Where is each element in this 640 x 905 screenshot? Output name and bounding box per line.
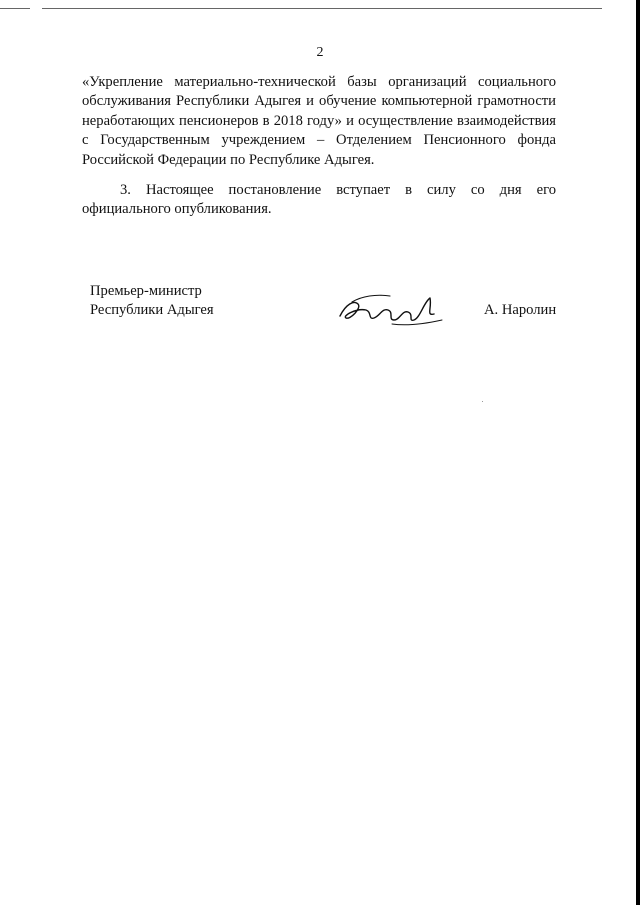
paragraph-line: с Государственным учреждением – Отделением Пенсионного фонда (82, 132, 556, 149)
signatory-position (90, 282, 214, 321)
paragraph-line: «Укрепление материально-технической базы организаций социального (82, 74, 556, 90)
scan-border-top-left (0, 8, 30, 9)
paragraph-line: неработающих пенсионеров в 2018 году» и осуществление взаимодействия (82, 112, 556, 129)
paragraph-program-description (82, 73, 556, 170)
handwritten-signature (332, 290, 452, 330)
signatory-name: А. Наролин (484, 302, 557, 318)
scan-border-top (42, 8, 602, 9)
scan-border-right (636, 0, 640, 905)
paragraph-line: Российской Федерации по Республике Адыгея. (82, 151, 375, 168)
page-number: 2 (316, 45, 324, 60)
scan-speck (482, 401, 483, 402)
paragraph-line: 3. Настоящее постановление вступает в силу со дня его (120, 182, 556, 198)
paragraph-effective-date (82, 181, 556, 220)
signatory-organization: Республики Адыгея (90, 302, 214, 319)
signatory-title: Премьер-министр (90, 283, 202, 299)
paragraph-line: обслуживания Республики Адыгея и обучение компьютерной грамотности (82, 93, 556, 110)
paragraph-line: официального опубликования. (82, 201, 272, 218)
